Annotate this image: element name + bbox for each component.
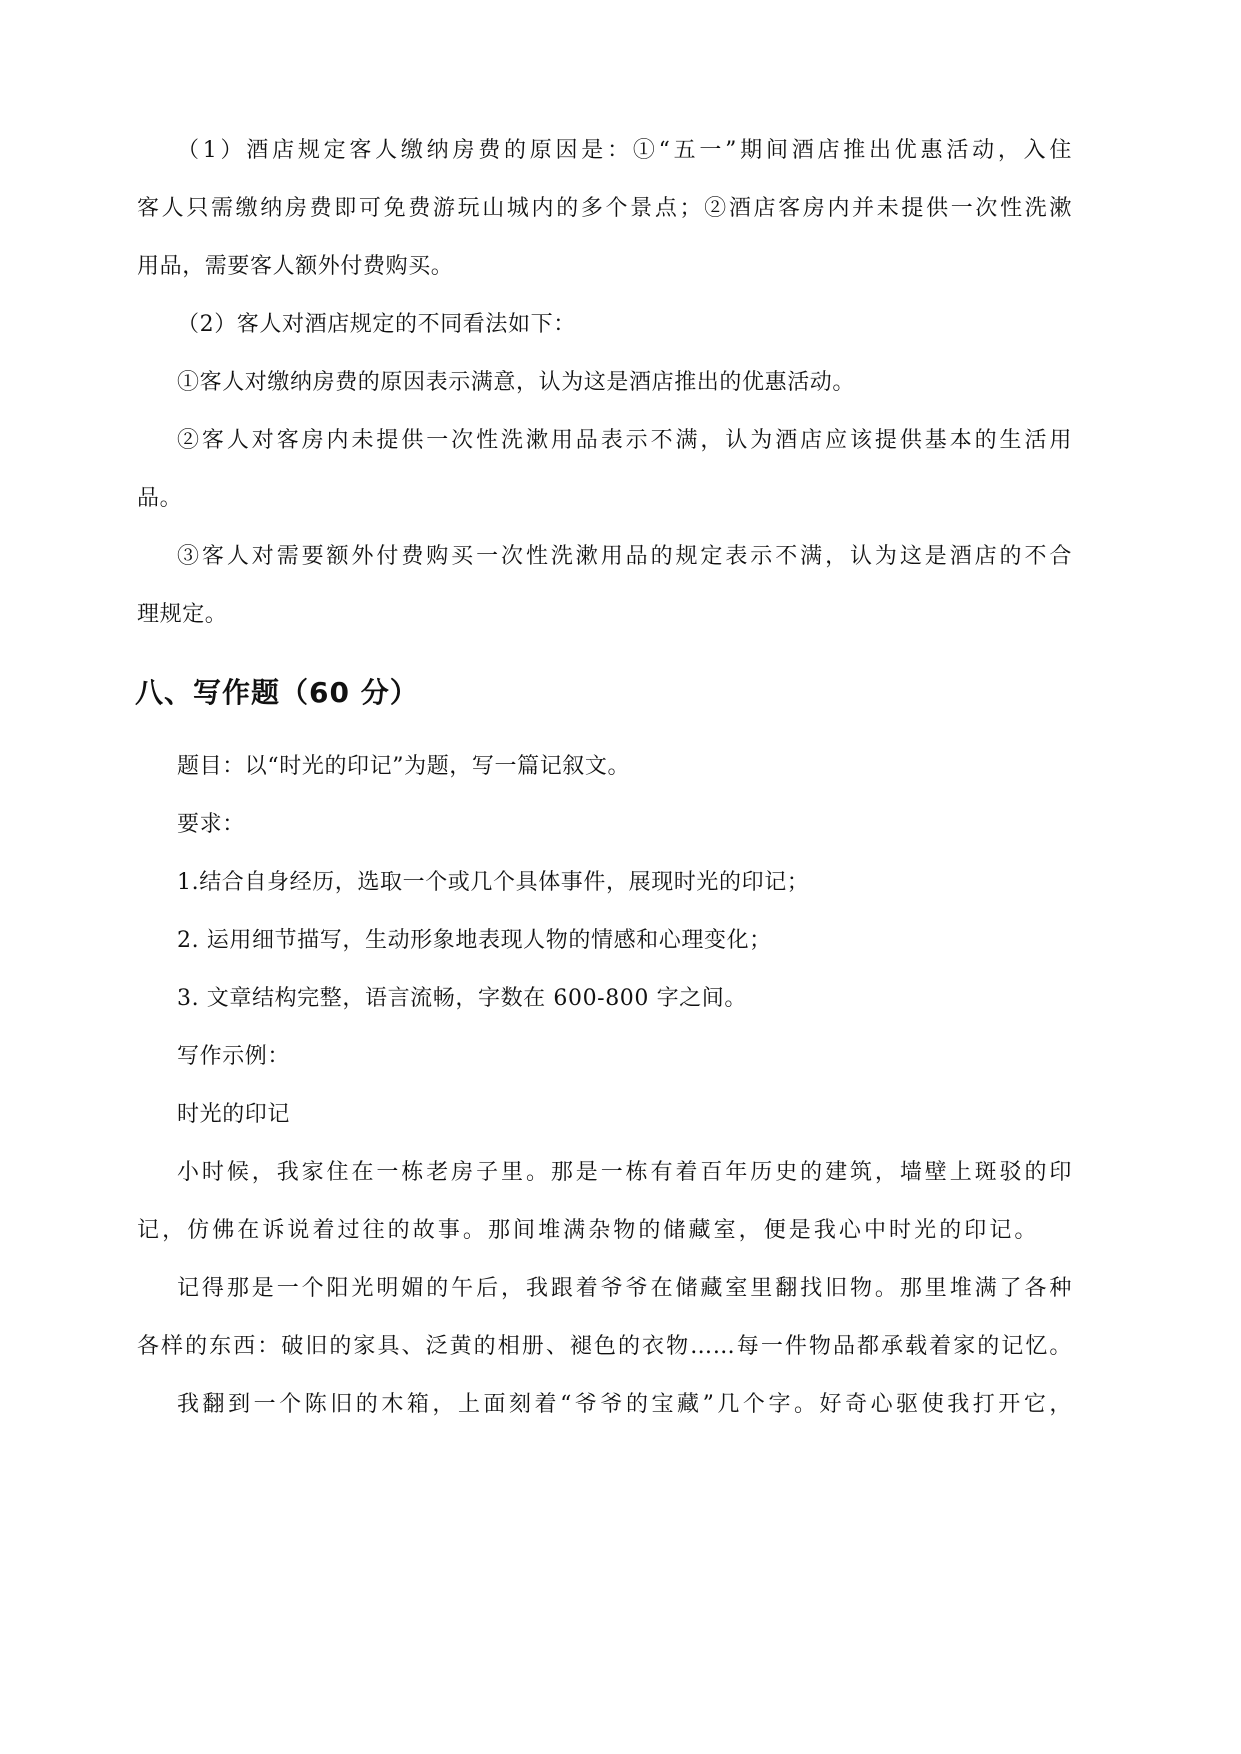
opinion-3-line-1: ③客人对需要额外付费购买一次性洗漱用品的规定表示不满，认为这是酒店的不合 bbox=[177, 544, 1072, 569]
opinion-2-line-2: 品。 bbox=[137, 486, 183, 511]
essay-paragraph-1-line-1: 小时候，我家住在一栋老房子里。那是一栋有着百年历史的建筑，墙壁上斑驳的印 bbox=[177, 1160, 1072, 1185]
requirement-2: 2. 运用细节描写，生动形象地表现人物的情感和心理变化； bbox=[177, 928, 772, 953]
answer-q1-line-2: 客人只需缴纳房费即可免费游玩山城内的多个景点；②酒店客房内并未提供一次性洗漱 bbox=[137, 196, 1072, 221]
essay-paragraph-2-line-2: 各样的东西：破旧的家具、泛黄的相册、褪色的衣物……每一件物品都承载着家的记忆。 bbox=[137, 1334, 1072, 1359]
writing-prompt: 题目：以“时光的印记”为题，写一篇记叙文。 bbox=[177, 754, 631, 779]
opinion-3-line-2: 理规定。 bbox=[137, 602, 228, 627]
answer-q2-intro: （2）客人对酒店规定的不同看法如下： bbox=[177, 312, 576, 337]
essay-title: 时光的印记 bbox=[177, 1102, 291, 1127]
example-label: 写作示例： bbox=[177, 1044, 291, 1069]
opinion-1: ①客人对缴纳房费的原因表示满意，认为这是酒店推出的优惠活动。 bbox=[177, 370, 856, 395]
answer-q1-line-3: 用品，需要客人额外付费购买。 bbox=[137, 254, 454, 279]
essay-paragraph-3-line-1: 我翻到一个陈旧的木箱，上面刻着“爷爷的宝藏”几个字。好奇心驱使我打开它， bbox=[177, 1392, 1072, 1417]
essay-paragraph-2-line-1: 记得那是一个阳光明媚的午后，我跟着爷爷在储藏室里翻找旧物。那里堆满了各种 bbox=[177, 1276, 1072, 1301]
essay-paragraph-1-line-2: 记，仿佛在诉说着过往的故事。那间堆满杂物的储藏室，便是我心中时光的印记。 bbox=[137, 1218, 1037, 1243]
requirements-label: 要求： bbox=[177, 812, 245, 837]
requirement-3: 3. 文章结构完整，语言流畅，字数在 600-800 字之间。 bbox=[177, 986, 747, 1011]
section-heading-writing: 八、写作题（60 分） bbox=[135, 676, 419, 709]
requirement-1: 1.结合自身经历，选取一个或几个具体事件，展现时光的印记； bbox=[177, 870, 810, 895]
opinion-2-line-1: ②客人对客房内未提供一次性洗漱用品表示不满，认为酒店应该提供基本的生活用 bbox=[177, 428, 1072, 453]
answer-q1-line-1: （1）酒店规定客人缴纳房费的原因是：①“五一”期间酒店推出优惠活动，入住 bbox=[177, 138, 1072, 163]
